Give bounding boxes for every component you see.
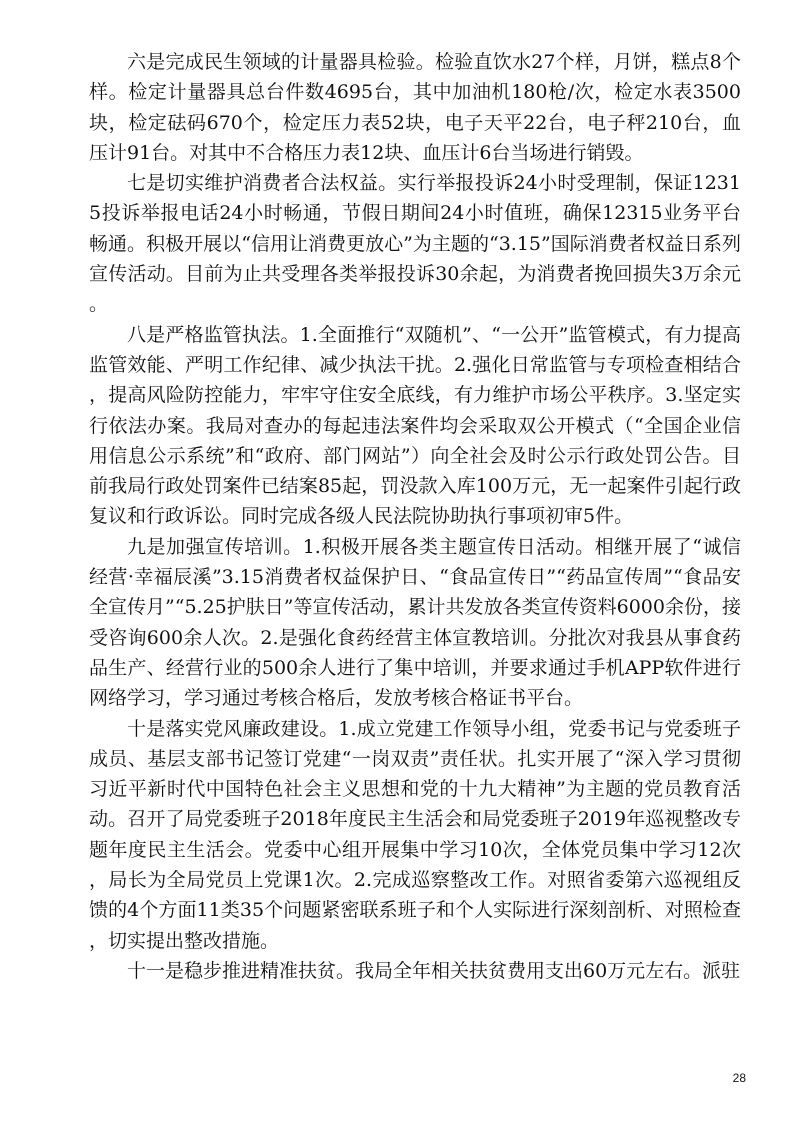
- paragraph-metrology-inspection: 六是完成民生领域的计量器具检验。检验直饮水27个样，月饼，糕点8个样。检定计量器具总台件数4695台，其中加油机180枪/次，检定水表3500块，检定砝码670个，检定压力表52块，电子天平22台，电子秤210台，血压计91台。对其中不合格压力表12块、血压计6台当场进行销毁。: [89, 51, 741, 164]
- document-body: [89, 47, 741, 986]
- paragraph-law-enforcement: 八是严格监管执法。1.全面推行“双随机”、“一公开”监管模式，有力提高监管效能、严明工作纪律、减少执法干扰。2.强化日常监管与专项检查相结合，提高风险防控能力，牢牢守住安全底线，有力维护市场公平秩序。3.坚定实行依法办案。我局对查办的每起违法案件均会采取双公开模式（“全国企业信用信息公示系统”和“政府、部门网站”）向全社会及时公示行政处罚公告。目前我局行政处罚案件已结案85起，罚没款入库100万元，无一起案件引起行政复议和行政诉讼。同时完成各级人民法院协助执行事项初审5件。: [89, 323, 741, 528]
- paragraph-poverty-alleviation: 十一是稳步推进精准扶贫。我局全年相关扶贫费用支出60万元左右。派驻: [127, 959, 741, 982]
- paragraph-consumer-rights: 七是切实维护消费者合法权益。实行举报投诉24小时受理制，保证12315投诉举报电话24小时畅通，节假日期间24小时值班，确保12315业务平台畅通。积极开展以“信用让消费更放心”为主题的“3.15”国际消费者权益日系列宣传活动。目前为止共受理各类举报投诉30余起，为消费者挽回损失3万余元。: [89, 172, 741, 316]
- page-number: 28: [732, 1071, 746, 1085]
- paragraph-publicity-training: 九是加强宣传培训。1.积极开展各类主题宣传日活动。相继开展了“诚信经营·幸福辰溪”3.15消费者权益保护日、“食品宣传日”“药品宣传周”“食品安全宣传月”“5.25护肤日”等宣传活动，累计共发放各类宣传资料6000余份，接受咨询600余人次。2.是强化食药经营主体宣教培训。分批次对我县从事食药品生产、经营行业的500余人进行了集中培训，并要求通过手机APP软件进行网络学习，学习通过考核合格后，发放考核合格证书平台。: [89, 535, 741, 710]
- paragraph-party-integrity: 十是落实党风廉政建设。1.成立党建工作领导小组，党委书记与党委班子成员、基层支部书记签订党建“一岗双责”责任状。扎实开展了“深入学习贯彻习近平新时代中国特色社会主义思想和党的十九大精神”为主题的党员教育活动。召开了局党委班子2018年度民主生活会和局党委班子2019年巡视整改专题年度民主生活会。党委中心组开展集中学习10次，全体党员集中学习12次，局长为全局党员上党课1次。2.完成巡察整改工作。对照省委第六巡视组反馈的4个方面11类35个问题紧密联系班子和个人实际进行深刻剖析、对照检查，切实提出整改措施。: [89, 717, 741, 952]
